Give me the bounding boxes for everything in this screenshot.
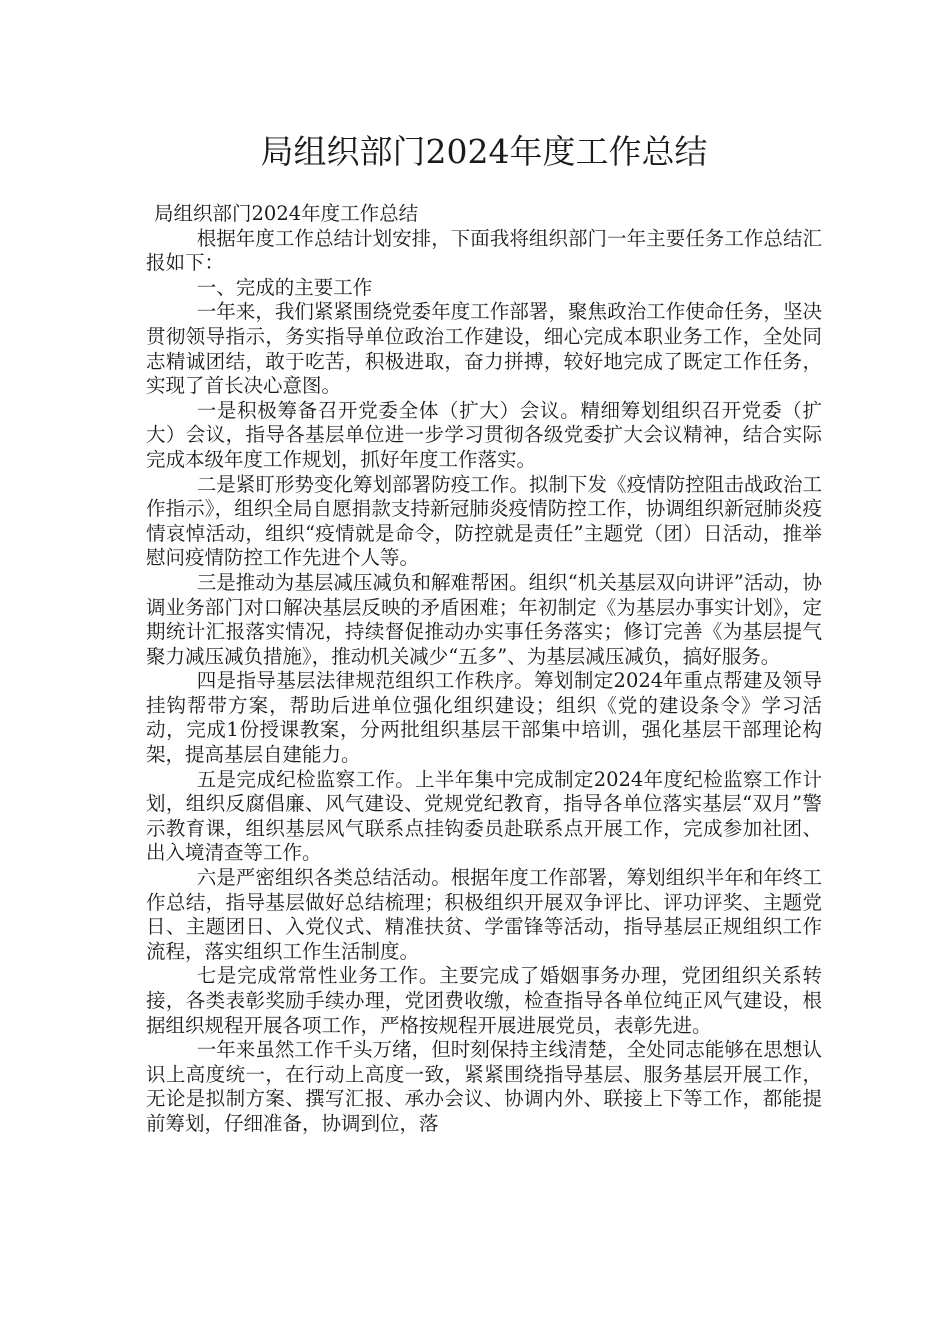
paragraph-intro: 根据年度工作总结计划安排，下面我将组织部门一年主要任务工作总结汇报如下： xyxy=(146,226,822,275)
paragraph-item-2: 二是紧盯形势变化筹划部署防疫工作。拟制下发《疫情防控阻击战政治工作指示》，组织全局自愿捐款支持新冠肺炎疫情防控工作，协调组织新冠肺炎疫情哀悼活动，组织“疫情就是命令，防控就是责任”主题党（团）日活动，推举慰问疫情防控工作先进个人等。 xyxy=(146,472,822,570)
paragraph-item-6: 六是严密组织各类总结活动。根据年度工作部署，筹划组织半年和年终工作总结，指导基层做好总结梳理；积极组织开展双争评比、评功评奖、主题党日、主题团日、入党仪式、精准扶贫、学雷锋等活动，指导基层正规组织工作流程，落实组织工作生活制度。 xyxy=(146,866,822,963)
paragraph-item-4: 四是指导基层法律规范组织工作秩序。筹划制定2024年重点帮建及领导挂钩帮带方案，帮助后进单位强化组织建设；组织《党的建设条令》学习活动，完成1份授课教案，分两批组织基层干部集中培训，强化基层干部理论构架，提高基层自建能力。 xyxy=(146,669,822,767)
paragraph-item-7: 七是完成常常性业务工作。主要完成了婚姻事务办理，党团组织关系转接，各类表彰奖励手续办理，党团费收缴，检查指导各单位纯正风气建设，根据组织规程开展各项工作，严格按规程开展进展党员，表彰先进。 xyxy=(146,964,822,1037)
document-page xyxy=(146,128,822,1137)
section-heading-main-work: 一、完成的主要工作 xyxy=(196,275,373,299)
paragraph-overview: 一年来，我们紧紧围绕党委年度工作部署，聚焦政治工作使命任务，坚决贯彻领导指示，务实指导单位政治工作建设，细心完成本职业务工作，全处同志精诚团结，敢于吃苦，积极进取，奋力拼搏，较好地完成了既定工作任务，实现了首长决心意图。 xyxy=(146,300,822,398)
paragraph-item-5: 五是完成纪检监察工作。上半年集中完成制定2024年度纪检监察工作计划，组织反腐倡廉、风气建设、党规党纪教育，指导各单位落实基层“双月”警示教育课，组织基层风气联系点挂钩委员赴联系点开展工作，完成参加社团、出入境清查等工作。 xyxy=(146,767,822,865)
paragraph-item-3: 三是推动为基层减压减负和解难帮困。组织“机关基层双向讲评”活动，协调业务部门对口解决基层反映的矛盾困难；年初制定《为基层办事实计划》，定期统计汇报落实情况，持续督促推动办实事任务落实；修订完善《为基层提气聚力减压减负措施》，推动机关减少“五多”、为基层减压减负，搞好服务。 xyxy=(146,570,822,668)
paragraph-conclusion: 一年来虽然工作千头万绪，但时刻保持主线清楚，全处同志能够在思想认识上高度统一，在行动上高度一致，紧紧围绕指导基层、服务基层开展工作，无论是拟制方案、撰写汇报、承办会议、协调内外、联接上下等工作，都能提前筹划，仔细准备，协调到位，落 xyxy=(146,1038,822,1135)
document-subtitle: 局组织部门2024年度工作总结 xyxy=(154,202,419,225)
document-title: 局组织部门2024年度工作总结 xyxy=(260,132,708,171)
paragraph-item-1: 一是积极筹备召开党委全体（扩大）会议。精细筹划组织召开党委（扩大）会议，指导各基层单位进一步学习贯彻各级党委扩大会议精神，结合实际完成本级年度工作规划，抓好年度工作落实。 xyxy=(146,398,822,471)
